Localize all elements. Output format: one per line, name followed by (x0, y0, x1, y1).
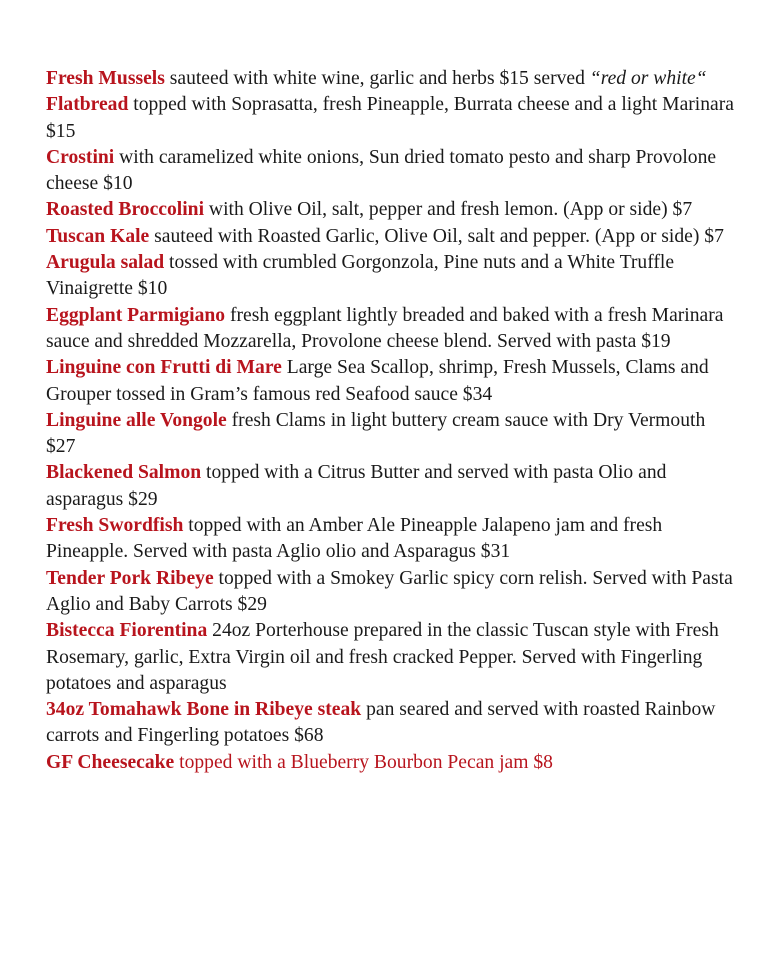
menu-item-roasted-broccolini (46, 197, 736, 223)
item-name: Fresh Swordfish (46, 515, 184, 537)
item-description: topped with a Blueberry Bourbon Pecan jam $8 (174, 751, 553, 773)
menu-item-arugula-salad (46, 250, 736, 303)
item-name: Flatbread (46, 94, 129, 116)
item-description: topped with Soprasatta, fresh Pineapple, Burrata cheese and a light Marinara $15 (46, 94, 734, 142)
menu-item-tomahawk-ribeye (46, 697, 736, 750)
item-name: Bistecca Fiorentina (46, 620, 208, 642)
item-description: Large Sea Scallop, shrimp, Fresh Mussels, Clams and Grouper tossed in Gram’s famous red Seafood sauce $34 (46, 357, 709, 405)
item-description: sauteed with Roasted Garlic, Olive Oil, salt and pepper. (App or side) $7 (149, 225, 724, 247)
menu-item-tuscan-kale (46, 224, 736, 250)
item-description: topped with an Amber Ale Pineapple Jalapeno jam and fresh Pineapple. Served with pasta Aglio olio and Asparagus $31 (46, 515, 663, 563)
item-description: pan seared and served with roasted Rainbow carrots and Fingerling potatoes $68 (46, 699, 716, 747)
menu-item-blackened-salmon (46, 460, 736, 513)
item-description: topped with a Smokey Garlic spicy corn relish. Served with Pasta Aglio and Baby Carrots $29 (46, 567, 733, 615)
item-description-italic: “red or white“ (589, 68, 707, 89)
item-name: Fresh Mussels (46, 68, 165, 89)
item-description: with caramelized white onions, Sun dried tomato pesto and sharp Provolone cheese $10 (46, 146, 717, 195)
item-description: with Olive Oil, salt, pepper and fresh lemon. (App or side) $7 (204, 199, 693, 221)
item-description: topped with a Citrus Butter and served with pasta Olio and asparagus $29 (46, 462, 667, 510)
menu-item-bistecca-fiorentina (46, 618, 736, 697)
item-name: Blackened Salmon (46, 462, 202, 484)
menu-item-crostini (46, 145, 736, 198)
item-description: sauteed with white wine, garlic and herbs $15 served (164, 68, 590, 89)
item-name: Tender Pork Ribeye (46, 567, 214, 589)
menu-item-fresh-mussels (46, 66, 736, 92)
menu-item-eggplant-parmigiano (46, 303, 736, 356)
menu-item-linguine-alle-vongole (46, 408, 736, 461)
menu-item-linguine-frutti-di-mare (46, 355, 736, 408)
item-description: tossed with crumbled Gorgonzola, Pine nuts and a White Truffle Vinaigrette $10 (46, 252, 675, 300)
item-name: Linguine alle Vongole (46, 409, 227, 431)
item-name: Arugula salad (46, 252, 165, 274)
item-name: GF Cheesecake (46, 751, 175, 773)
menu-item-fresh-swordfish (46, 513, 736, 566)
menu-item-flatbread (46, 92, 736, 145)
menu-item-tender-pork-ribeye (46, 566, 736, 619)
item-name: 34oz Tomahawk Bone in Ribeye steak (46, 699, 362, 721)
item-description: fresh Clams in light buttery cream sauce with Dry Vermouth $27 (46, 409, 706, 458)
item-name: Eggplant Parmigiano (46, 304, 226, 326)
item-name: Roasted Broccolini (46, 199, 205, 221)
item-name: Linguine con Frutti di Mare (46, 357, 282, 379)
item-description: 24oz Porterhouse prepared in the classic Tuscan style with Fresh Rosemary, garlic, Extra Virgin oil and fresh cracked Pepper. Served with Fingerling potatoes and asparagus (46, 620, 719, 694)
item-name: Tuscan Kale (46, 225, 150, 247)
item-description: fresh eggplant lightly breaded and baked with a fresh Marinara sauce and shredded Mozzarella, Provolone cheese blend. Served with pasta $19 (46, 304, 724, 352)
menu-item-gf-cheesecake (46, 750, 736, 776)
menu-list (46, 66, 736, 776)
item-name: Crostini (46, 146, 115, 168)
